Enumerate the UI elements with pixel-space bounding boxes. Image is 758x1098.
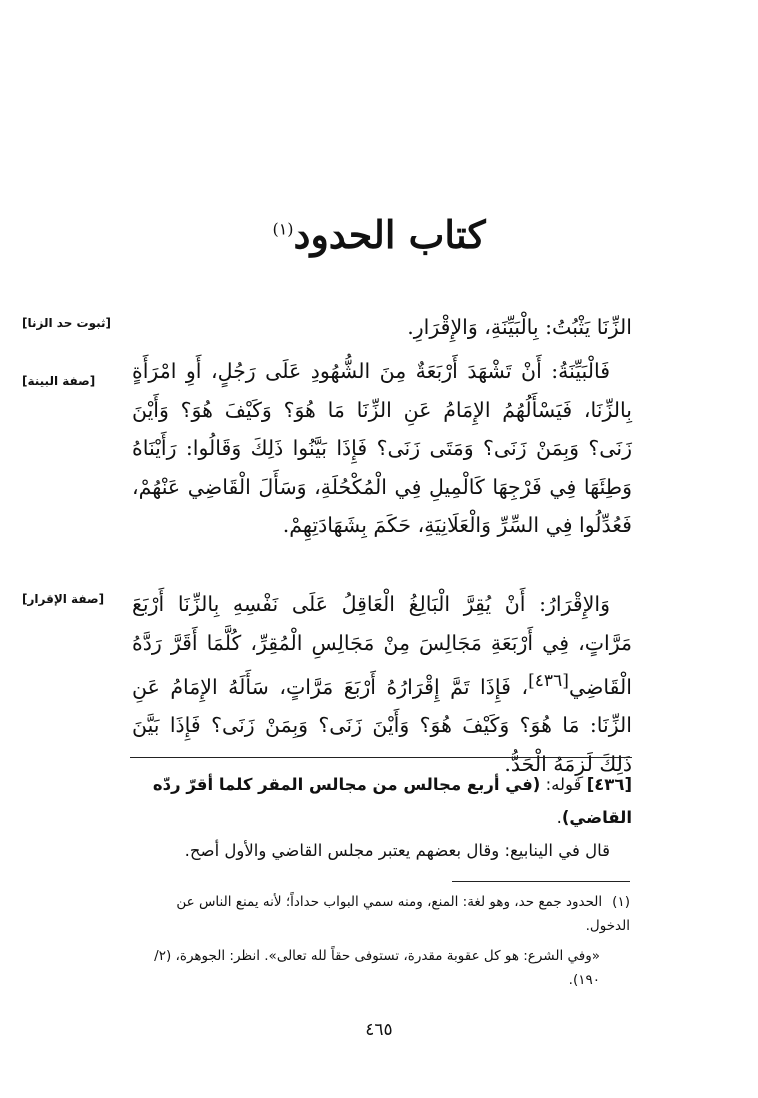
commentary-ref[interactable]: [٤٣٦]	[528, 671, 569, 691]
footnote-divider	[452, 881, 630, 882]
commentary-number: [٤٣٦]	[586, 775, 632, 794]
paragraph-part-1: وَالإِقْرَارُ: أَنْ يُقِرَّ الْبَالِغُ الْعَاقِلُ عَلَى نَفْسِهِ بِالزِّنَا أَرْبَعَ مَرَّاتٍ، فِي أَرْبَعَةِ مَجَالِسَ مِنْ مَجَالِسِ الْمُقِرِّ، كُلَّمَا أَقَرَّ رَدَّهُ الْقَاضِي	[132, 592, 632, 699]
margin-note-confession: [صفة الإقرار]	[22, 592, 105, 606]
paragraph-text	[132, 585, 632, 783]
paragraph-part-2: ، فَإِذَا تَمَّ إِقْرَارُهُ أَرْبَعَ مَرَّاتٍ، سَأَلَهُ الإِمَامُ عَنِ الزِّنَا: مَا هُوَ؟ وَكَيْفَ هُوَ؟ وَأَيْنَ زَنَى؟ وَبِمَنْ زَنَى؟ فَإِذَا بَيَّنَ ذَلِكَ لَزِمَهُ الْحَدُّ.	[132, 674, 632, 776]
commentary-block	[132, 768, 632, 867]
page-number: ٤٦٥	[365, 1020, 393, 1040]
main-paragraph-3	[132, 585, 632, 783]
margin-note-proof: [ثبوت حد الزنا]	[22, 316, 111, 330]
footnote-text: الحدود جمع حد، وهو لغة: المنع، ومنه سمي البواب حداداً؛ لأنه يمنع الناس عن الدخول.	[176, 894, 630, 934]
footnote-text: «وفي الشرع: هو كل عقوبة مقدرة، تستوفى حقاً لله تعالى». انظر: الجوهرة، (٢/ ١٩٠).	[154, 948, 600, 988]
commentary-heading	[132, 768, 632, 834]
chapter-title-text: كتاب الحدود	[293, 212, 486, 257]
paragraph-text: الزِّنَا يَثْبُتُ: بِالْبَيِّنَةِ، وَالإِقْرَارِ.	[407, 315, 632, 339]
commentary-lead: قوله:	[545, 775, 582, 794]
commentary-quote: (في أربع مجالس من مجالس المقر كلما أقرّ ردّه القاضي)	[152, 775, 632, 827]
title-footnote-ref[interactable]: (١)	[272, 219, 294, 239]
footnote-mark: (١)	[612, 894, 630, 910]
commentary-divider	[130, 757, 632, 758]
main-paragraph-2	[132, 352, 632, 545]
commentary-end: .	[556, 808, 562, 827]
paragraph-text: فَالْبَيِّنَةُ: أَنْ تَشْهَدَ أَرْبَعَةٌ مِنَ الشُّهُودِ عَلَى رَجُلٍ، أَوِ امْرَأَةٍ بِالزِّنَا، فَيَسْأَلُهُمُ الإِمَامُ عَنِ الزِّنَا مَا هُوَ؟ وَكَيْفَ هُوَ؟ وَأَيْنَ زَنَى؟ وَبِمَنْ زَنَى؟ وَمَتَى زَنَى؟ فَإِذَا بَيَّنُوا ذَلِكَ وَقَالُوا: رَأَيْنَاهُ وَطِئَهَا فِي فَرْجِهَا كَالْمِيلِ فِي الْمُكْحُلَةِ، وَسَأَلَ الْقَاضِي عَنْهُمْ، فَعُدِّلُوا فِي السِّرِّ وَالْعَلَانِيَةِ، حَكَمَ بِشَهَادَتِهِمْ.	[132, 359, 632, 537]
commentary-body: قال في الينابيع: وقال بعضهم يعتبر مجلس القاضي والأول أصح.	[184, 841, 610, 860]
margin-note-evidence: [صفة البينة]	[22, 374, 96, 388]
footnotes	[130, 890, 630, 998]
main-paragraph-1	[132, 308, 632, 347]
footnote-1	[130, 890, 630, 938]
footnote-2	[130, 944, 630, 992]
chapter-title	[0, 212, 758, 257]
